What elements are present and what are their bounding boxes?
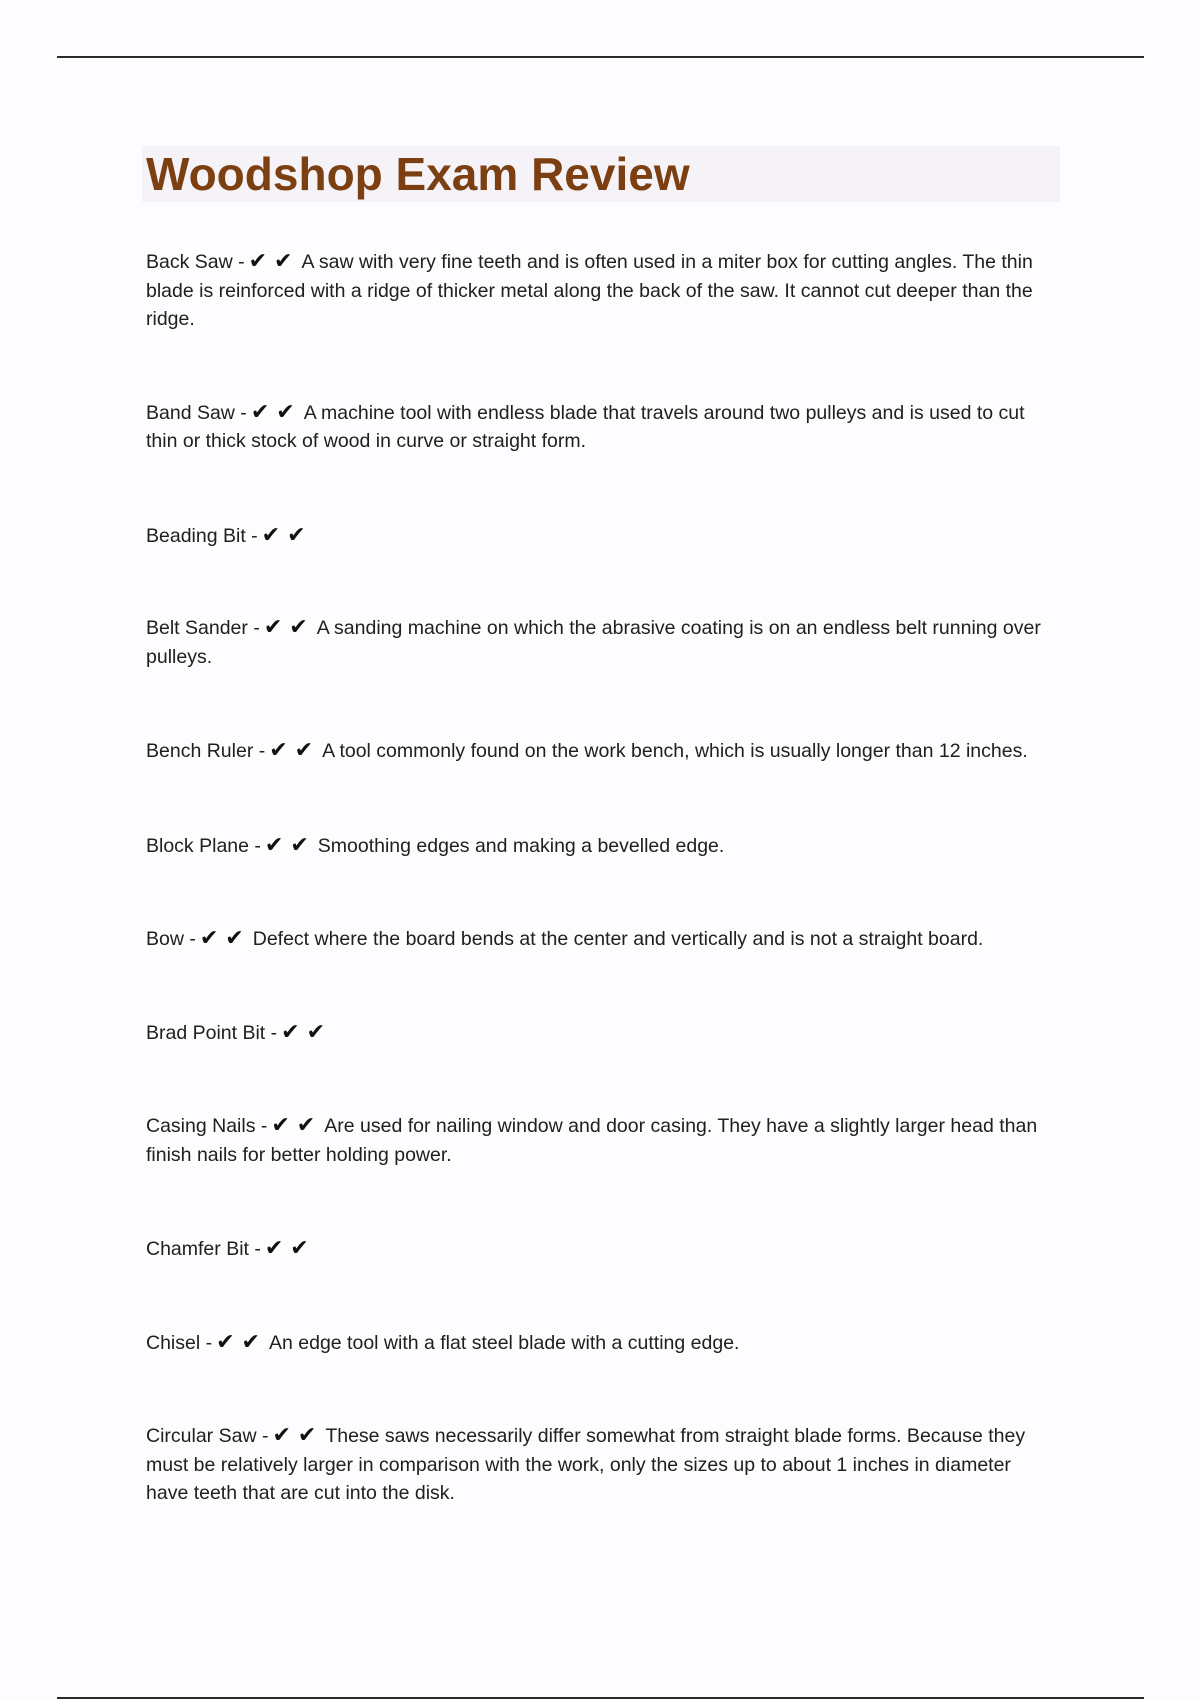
entry-term: Bench Ruler - bbox=[146, 740, 266, 762]
entry-term: Chisel - bbox=[146, 1331, 213, 1354]
entry-term: Circular Saw - bbox=[146, 1425, 269, 1447]
entry-definition: Smoothing edges and making a bevelled edge. bbox=[317, 834, 725, 857]
entry-term: Back Saw - bbox=[146, 251, 245, 273]
entry-term: Chamfer Bit - bbox=[146, 1238, 261, 1260]
entry-definition: A saw with very fine teeth and is often used in a miter box for cutting angles. The thin blade is reinforced with a ridge of thicker metal along the back of the saw. It cannot cut deeper than the ridge. bbox=[146, 251, 1033, 330]
entry-chamfer-bit bbox=[146, 1235, 1056, 1264]
entry-back-saw bbox=[146, 248, 1056, 334]
entry-beading-bit bbox=[146, 522, 1056, 551]
entry-definition: These saws necessarily differ somewhat from straight blade forms. Because they must be relatively larger in comparison with the work, only the sizes up to about 1 inches in diameter have teeth that are cut into the disk. bbox=[146, 1425, 1026, 1504]
entry-brad-point-bit bbox=[146, 1019, 1056, 1048]
entry-definition: A sanding machine on which the abrasive coating is on an endless belt running over pulleys. bbox=[146, 617, 1041, 668]
checkmark-icon: ✔✔ bbox=[271, 1113, 323, 1138]
entry-term: Block Plane - bbox=[146, 834, 261, 857]
checkmark-icon: ✔✔ bbox=[263, 615, 315, 640]
checkmark-icon: ✔✔ bbox=[216, 1329, 267, 1355]
checkmark-icon: ✔✔ bbox=[199, 926, 251, 951]
checkmark-icon: ✔✔ bbox=[272, 1423, 324, 1448]
checkmark-icon: ✔✔ bbox=[264, 1236, 316, 1261]
checkmark-icon: ✔✔ bbox=[264, 832, 316, 858]
entry-block-plane bbox=[146, 832, 1056, 861]
top-rule bbox=[57, 56, 1144, 58]
checkmark-icon: ✔✔ bbox=[269, 738, 321, 763]
checkmark-icon: ✔✔ bbox=[250, 399, 302, 425]
entry-bow bbox=[146, 925, 1056, 954]
entry-term: Band Saw - bbox=[146, 401, 247, 424]
entry-definition: An edge tool with a flat steel blade with a cutting edge. bbox=[268, 1331, 740, 1354]
entry-definition: Are used for nailing window and door casing. They have a slightly larger head than finish nails for better holding power. bbox=[146, 1115, 1038, 1166]
entry-term: Beading Bit - bbox=[146, 524, 258, 547]
entry-term: Casing Nails - bbox=[146, 1115, 268, 1137]
entry-list bbox=[146, 248, 1056, 1508]
entry-definition: A machine tool with endless blade that travels around two pulleys and is used to cut thin or thick stock of wood in curve or straight form. bbox=[146, 401, 1025, 452]
checkmark-icon: ✔✔ bbox=[261, 522, 313, 548]
entry-term: Belt Sander - bbox=[146, 617, 260, 639]
entry-bench-ruler bbox=[146, 737, 1056, 766]
entry-term: Bow - bbox=[146, 928, 196, 950]
checkmark-icon: ✔✔ bbox=[248, 249, 300, 274]
entry-chisel bbox=[146, 1329, 1056, 1358]
bottom-rule bbox=[57, 1697, 1144, 1699]
page-title: Woodshop Exam Review bbox=[146, 148, 690, 200]
entry-definition: Defect where the board bends at the center and vertically and is not a straight board. bbox=[252, 928, 984, 950]
entry-definition: A tool commonly found on the work bench, which is usually longer than 12 inches. bbox=[322, 740, 1028, 762]
checkmark-icon: ✔✔ bbox=[281, 1019, 333, 1045]
entry-circular-saw bbox=[146, 1422, 1056, 1508]
entry-belt-sander bbox=[146, 614, 1056, 671]
entry-casing-nails bbox=[146, 1112, 1056, 1169]
entry-band-saw bbox=[146, 399, 1056, 456]
entry-term: Brad Point Bit - bbox=[146, 1021, 278, 1044]
